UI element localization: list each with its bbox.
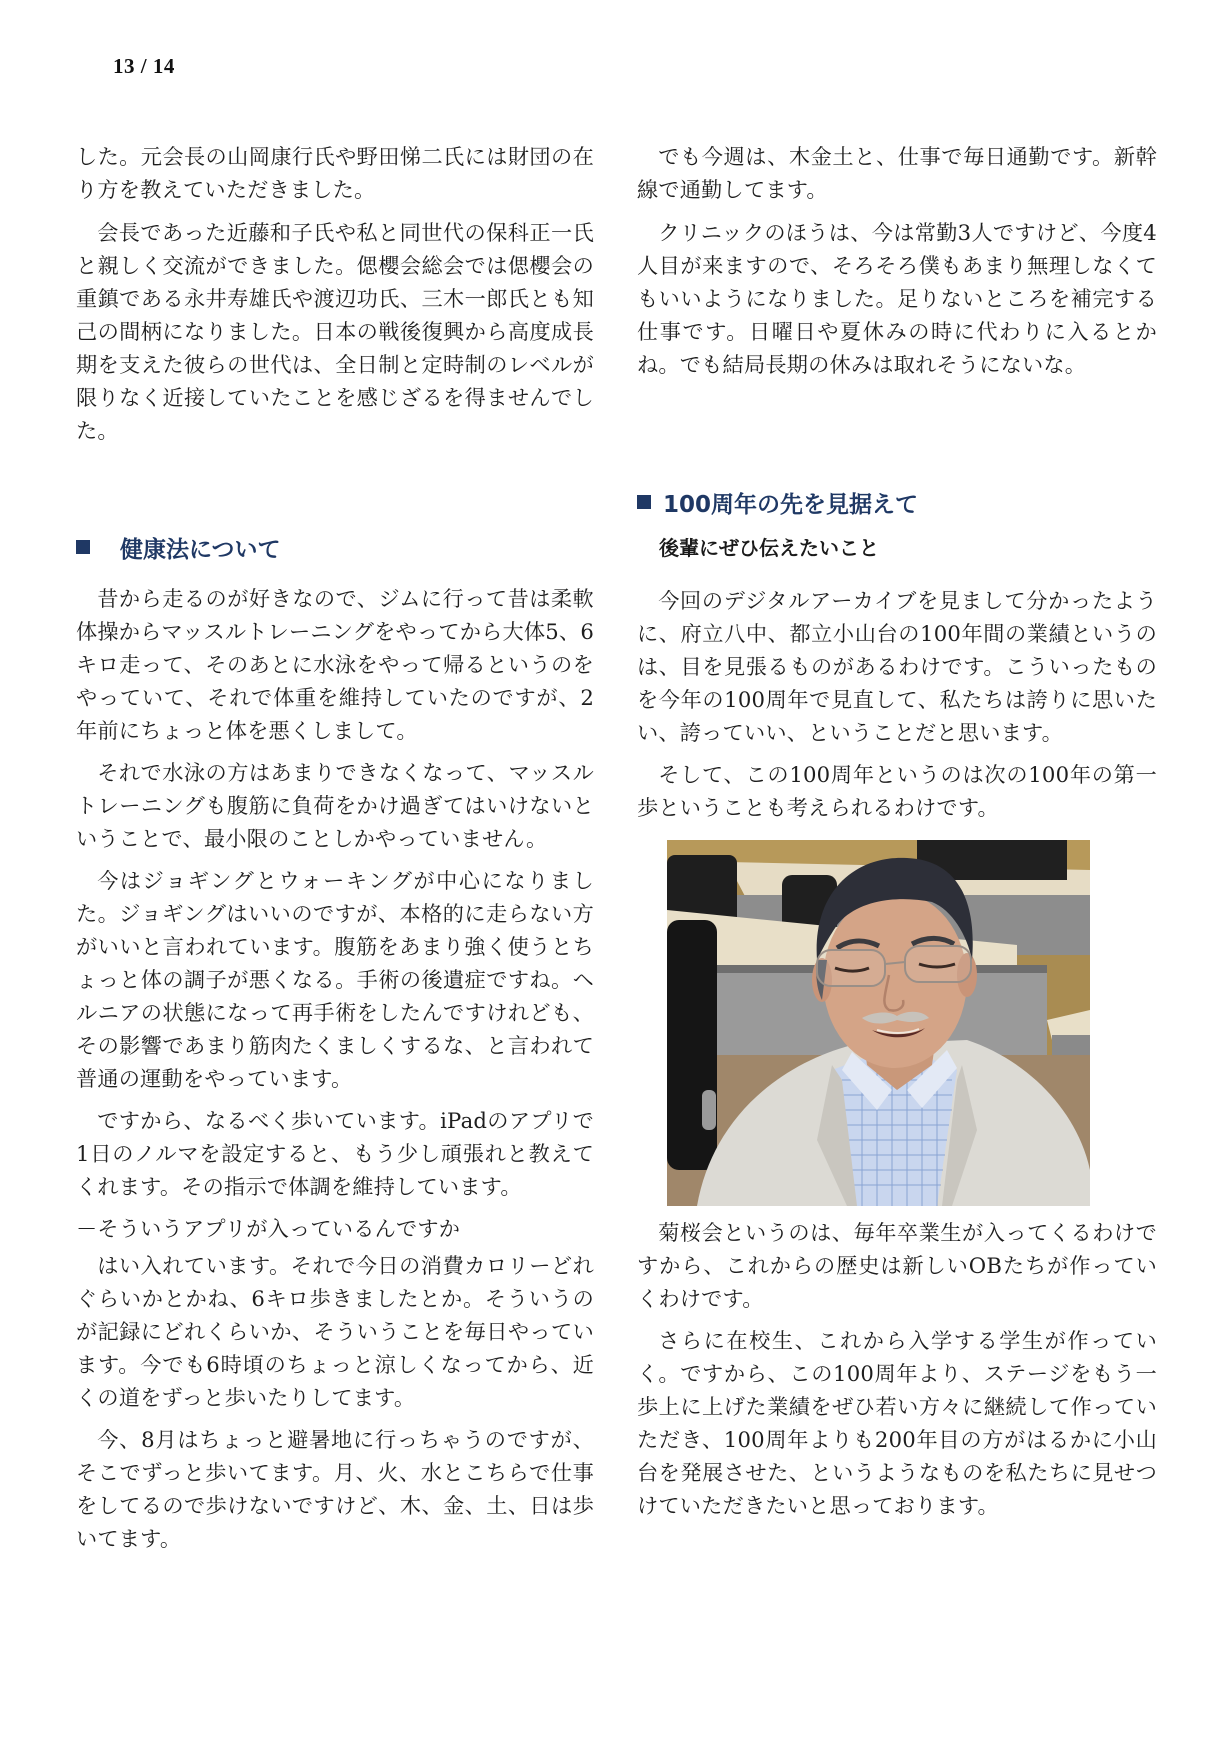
- paragraph: さらに在校生、これから入学する学生が作っていく。ですから、この100周年より、ステージをもう一歩上に上げた業績をぜひ若い方々に継続して作っていただき、100周年よりも200年目の方がはるかに小山台を発展させた、というようなものを私たちに見せつけていただきたいと思っております。: [637, 1328, 1157, 1518]
- paragraph: 今はジョギングとウォーキングが中心になりました。ジョギングはいいのですが、本格的に走らない方がいいと言われています。腹筋をあまり強く使うとちょっと体の調子が悪くなる。手術の後遺症ですね。ヘルニアの状態になって再手術をしたんですけれども、その影響であまり筋肉たくましくするな、と言われて普通の運動をやっています。: [76, 868, 594, 1091]
- section-heading: [637, 485, 1157, 519]
- interview-question: －そういうアプリが入っているんですか: [76, 1216, 461, 1241]
- section-health: [76, 530, 594, 564]
- paragraph: でも今週は、木金土と、仕事で毎日通勤です。新幹線で通勤してます。: [637, 144, 1157, 202]
- page-number: 13 / 14: [113, 54, 175, 78]
- paragraph: した。元会長の山岡康行氏や野田悌二氏には財団の在り方を教えていただきました。: [76, 144, 594, 202]
- section-heading-text: 健康法について: [120, 536, 281, 563]
- paragraph: 菊桜会というのは、毎年卒業生が入ってくるわけですから、これからの歴史は新しいOBたちが作っていくわけです。: [637, 1220, 1157, 1311]
- section-heading-text: 100周年の先を見据えて: [663, 491, 919, 518]
- square-bullet-icon: [76, 540, 90, 554]
- left-intro: [76, 140, 594, 447]
- paragraph: そして、この100周年というのは次の100年の第一歩ということも考えられるわけです。: [637, 762, 1157, 820]
- paragraph: 会長であった近藤和子氏や私と同世代の保科正一氏と親しく交流ができました。偲櫻会総会では偲櫻会の重鎮である永井寿雄氏や渡辺功氏、三木一郎氏とも知己の間柄になりました。日本の戦後復興から高度成長期を支えた彼らの世代は、全日制と定時制のレベルが限りなく近接していたことを感じざるを得ませんでした。: [76, 220, 594, 443]
- paragraph: それで水泳の方はあまりできなくなって、マッスルトレーニングも腹筋に負荷をかけ過ぎてはいけないということで、最小限のことしかやっていません。: [76, 760, 594, 851]
- centennial-closing: [637, 1216, 1157, 1522]
- interviewee-photo: [667, 840, 1090, 1206]
- square-bullet-icon: [637, 495, 651, 509]
- centennial-body: [637, 584, 1157, 824]
- paragraph: ですから、なるべく歩いています。iPadのアプリで1日のノルマを設定すると、もう少し頑張れと教えてくれます。その指示で体調を維持しています。: [76, 1108, 594, 1199]
- paragraph: 昔から走るのが好きなので、ジムに行って昔は柔軟体操からマッスルトレーニングをやってから大体5、6キロ走って、そのあとに水泳をやって帰るというのをやっていて、それで体重を維持していたのですが、2年前にちょっと体を悪くしまして。: [76, 586, 595, 743]
- section-centennial: [637, 485, 1157, 561]
- paragraph: 今回のデジタルアーカイブを見まして分かったように、府立八中、都立小山台の100年間の業績というのは、目を見張るものがあるわけです。こういったものを今年の100周年で見直して、私たちは誇りに思いたい、誇っていい、ということだと思います。: [637, 588, 1157, 745]
- right-intro: [637, 140, 1157, 381]
- paragraph: クリニックのほうは、今は常勤3人ですけど、今度4人目が来ますので、そろそろ僕もあまり無理しなくてもいいようになりました。足りないところを補完する仕事です。日曜日や夏休みの時に代わりに入るとかね。でも結局長期の休みは取れそうにないな。: [637, 220, 1157, 377]
- paragraph: 今、8月はちょっと避暑地に行っちゃうのですが、そこでずっと歩いてます。月、火、水とこちらで仕事をしてるので歩けないですけど、木、金、土、日は歩いてます。: [76, 1427, 594, 1551]
- sub-heading: 後輩にぜひ伝えたいこと: [659, 536, 879, 560]
- health-body: [76, 582, 594, 1555]
- section-heading: [76, 530, 594, 564]
- paragraph: はい入れています。それで今日の消費カロリーどれぐらいかとかね、6キロ歩きましたとか。そういうのが記録にどれくらいか、そういうことを毎日やっています。今でも6時頃のちょっと涼しくなってから、近くの道をずっと歩いたりしてます。: [76, 1253, 594, 1410]
